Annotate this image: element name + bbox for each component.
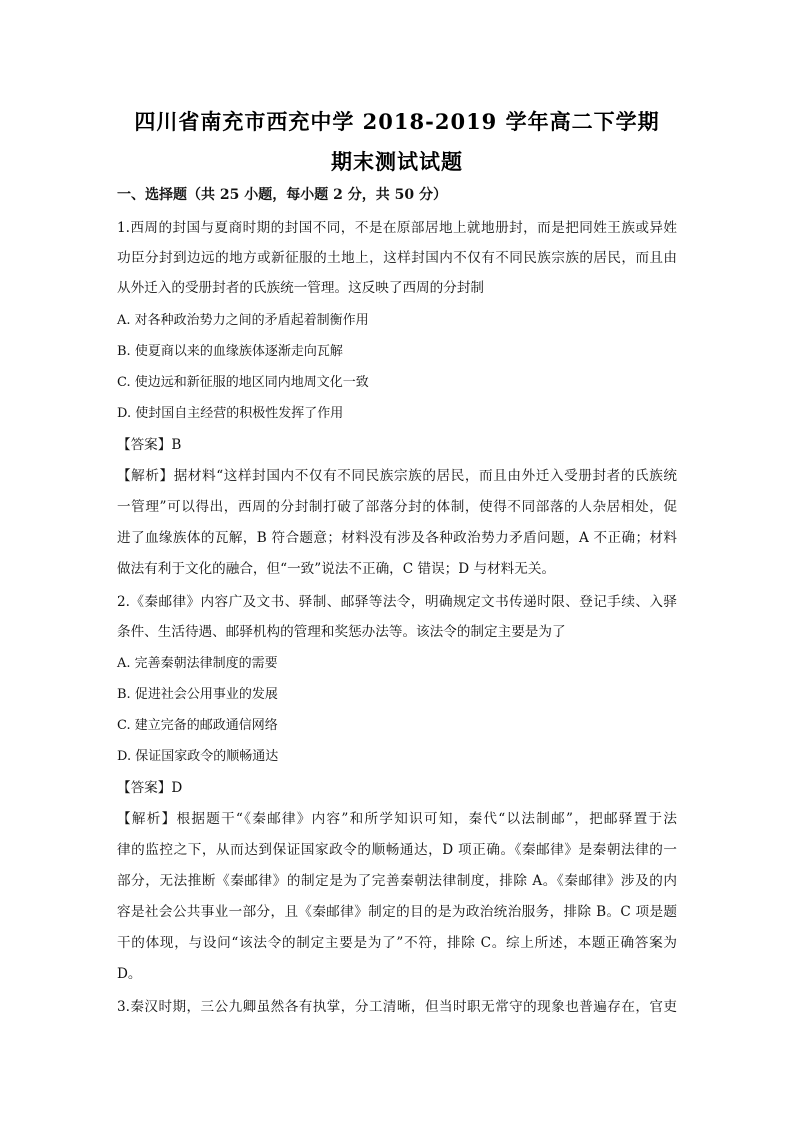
q2-option-c: C. 建立完备的邮政通信网络 (117, 718, 278, 733)
q2-analysis-line: 部分，无法推断《秦邮律》的制定是为了完善秦朝法律制度，排除 A。《秦邮律》涉及的内 (117, 873, 677, 889)
q1-option-d: D. 使封国自主经营的积极性发挥了作用 (117, 406, 344, 421)
q1-option-b: B. 使夏商以来的血缘族体逐渐走向瓦解 (117, 344, 343, 359)
q2-analysis-line: D。 (117, 966, 142, 982)
q2-option-b: B. 促进社会公用事业的发展 (117, 687, 278, 702)
q1-stem-line: 功臣分封到边远的地方或新征服的土地上，这样封国内不仅有不同民族宗族的居民，而且由 (117, 250, 677, 266)
q2-analysis-line: 容是社会公共事业一部分，且《秦邮律》制定的目的是为政治统治服务，排除 B。C 项是题 (117, 904, 677, 920)
q1-answer: 【答案】B (117, 437, 182, 453)
q1-analysis-line: 进了血缘族体的瓦解，B 符合题意；材料没有涉及各种政治势力矛盾问题，A 不正确；材料 (117, 530, 677, 546)
q1-option-c: C. 使边远和新征服的地区同内地周文化一致 (117, 375, 369, 390)
document-title: 四川省南充市西充中学 2018-2019 学年高二下学期 (134, 109, 660, 134)
q2-option-a: A. 完善秦朝法律制度的需要 (117, 656, 278, 671)
q2-stem-line: 2.《秦邮律》内容广及文书、驿制、邮驿等法令，明确规定文书传递时限、登记手续、入驿 (117, 594, 677, 610)
section-heading: 一、选择题（共 25 小题，每小题 2 分，共 50 分） (117, 187, 447, 203)
q1-analysis-line: 【解析】据材料“这样封国内不仅有不同民族宗族的居民，而且由外迁入受册封者的氏族统 (117, 468, 677, 484)
q1-option-a: A. 对各种政治势力之间的矛盾起着制衡作用 (117, 313, 369, 328)
q2-stem-line: 条件、生活待遇、邮驿机构的管理和奖惩办法等。该法令的制定主要是为了 (117, 624, 566, 640)
document-subtitle: 期末测试试题 (331, 149, 463, 174)
q3-stem-line: 3.秦汉时期，三公九卿虽然各有执掌，分工清晰，但当时职无常守的现象也普遍存在，官吏 (117, 999, 677, 1015)
q2-analysis-line: 【解析】根据题干“《秦邮律》内容”和所学知识可知，秦代“以法制邮”，把邮驿置于法 (117, 811, 677, 827)
q2-analysis-line: 律的监控之下，从而达到保证国家政令的顺畅通达，D 项正确。《秦邮律》是秦朝法律的一 (117, 842, 677, 858)
q1-stem-line: 1.西周的封国与夏商时期的封国不同，不是在原部居地上就地册封，而是把同姓王族或异姓 (117, 220, 677, 236)
q2-answer: 【答案】D (117, 780, 183, 796)
q2-analysis-line: 干的体现，与设问“该法令的制定主要是为了”不符，排除 C。综上所述，本题正确答案为 (117, 935, 677, 951)
q1-stem-line: 从外迁入的受册封者的氏族统一管理。这反映了西周的分封制 (117, 280, 485, 296)
q2-option-d: D. 保证国家政令的顺畅通达 (117, 749, 279, 764)
q1-analysis-line: 做法有利于文化的融合，但“一致”说法不正确，C 错误；D 与材料无关。 (117, 561, 556, 577)
q1-analysis-line: 一管理”可以得出，西周的分封制打破了部落分封的体制，使得不同部落的人杂居相处，促 (117, 499, 677, 515)
